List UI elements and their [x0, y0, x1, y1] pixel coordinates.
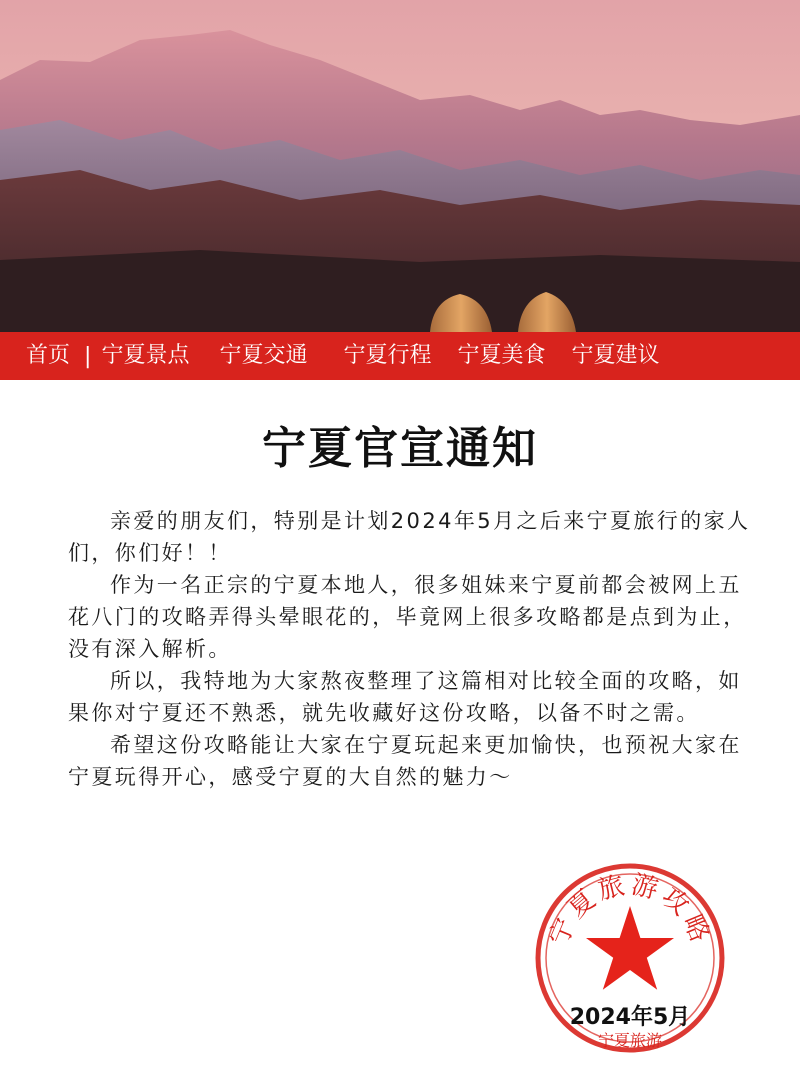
paragraph: 希望这份攻略能让大家在宁夏玩起来更加愉快，也预祝大家在宁夏玩得开心，感受宁夏的大自然的魅力～: [68, 733, 742, 789]
seal-date: 2024年5月: [569, 1005, 691, 1030]
nav-item-itinerary[interactable]: 宁夏行程: [343, 343, 432, 368]
paragraph: 所以，我特地为大家熬夜整理了这篇相对比较全面的攻略，如果你对宁夏还不熟悉，就先收藏好这份攻略，以备不时之需。: [68, 669, 742, 725]
red-star-icon: [586, 906, 674, 990]
top-navigation-bar: [0, 332, 800, 380]
paragraph: 亲爱的朋友们，特别是计划2024年5月之后来宁夏旅行的家人们，你们好！！: [68, 509, 751, 565]
nav-item-food[interactable]: 宁夏美食: [457, 343, 546, 368]
nav-item-attractions[interactable]: 宁夏景点: [101, 343, 190, 368]
seal-arc-text: 宁夏旅游攻略: [543, 869, 717, 950]
nav-item-transport[interactable]: 宁夏交通: [219, 343, 308, 368]
article-body: [68, 505, 758, 793]
official-seal: [530, 858, 730, 1058]
paragraph: 作为一名正宗的宁夏本地人，很多姐妹来宁夏前都会被网上五花八门的攻略弄得头晕眼花的，毕竟网上很多攻略都是点到为止，没有深入解析。: [68, 573, 747, 661]
page-title: 宁夏官宣通知: [262, 423, 538, 474]
nav-item-tips[interactable]: 宁夏建议: [571, 343, 660, 368]
hero-mountain-image: [0, 0, 800, 332]
seal-org: 宁夏旅游: [597, 1031, 663, 1050]
nav-separator: |: [84, 343, 92, 369]
nav-item-home[interactable]: 首页: [26, 343, 71, 368]
